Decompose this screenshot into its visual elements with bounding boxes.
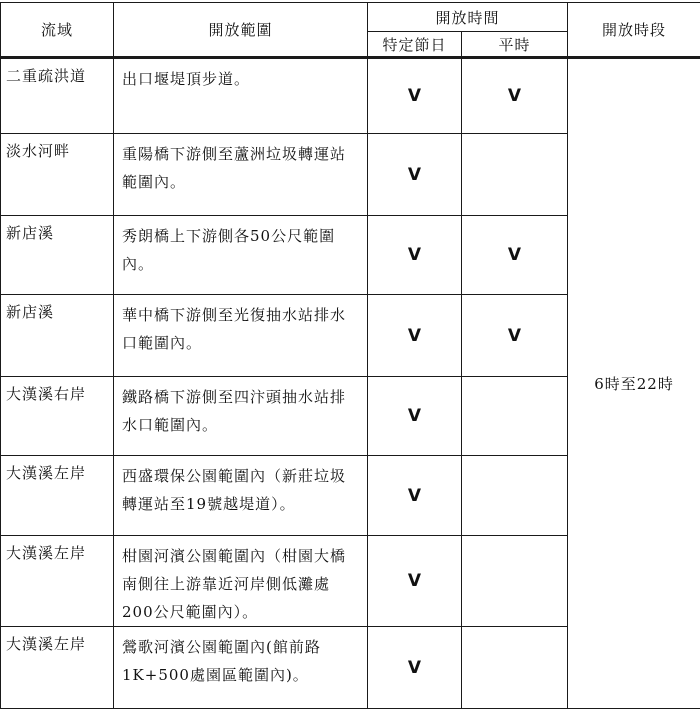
open-hours: 6時至22時 xyxy=(568,58,700,709)
scope-cell: 鶯歌河濱公園範圍內(館前路1K+500處園區範圍內)。 xyxy=(114,627,368,709)
header-basin: 流域 xyxy=(1,3,114,58)
holiday-check: V xyxy=(368,456,462,536)
holiday-check: V xyxy=(368,536,462,627)
weekday-check xyxy=(462,456,568,536)
holiday-check: V xyxy=(368,134,462,216)
weekday-check: V xyxy=(462,295,568,377)
region-cell: 大漢溪左岸 xyxy=(1,456,114,536)
header-time: 開放時間 xyxy=(368,3,568,32)
holiday-check: V xyxy=(368,627,462,709)
region-cell: 大漢溪右岸 xyxy=(1,377,114,456)
header-holiday: 特定節日 xyxy=(368,32,462,58)
open-area-table xyxy=(0,2,700,709)
scope-cell: 華中橋下游側至光復抽水站排水口範圍內。 xyxy=(114,295,368,377)
header-weekday: 平時 xyxy=(462,32,568,58)
scope-cell: 柑園河濱公園範圍內（柑園大橋南側往上游靠近河岸側低灘處200公尺範圍內）。 xyxy=(114,536,368,627)
weekday-check: V xyxy=(462,58,568,134)
scope-cell: 西盛環保公園範圍內（新莊垃圾轉運站至19號越堤道）。 xyxy=(114,456,368,536)
holiday-check: V xyxy=(368,58,462,134)
header-scope: 開放範圍 xyxy=(114,3,368,58)
region-cell: 新店溪 xyxy=(1,216,114,295)
region-cell: 大漢溪左岸 xyxy=(1,536,114,627)
header-row xyxy=(1,3,700,32)
scope-cell: 秀朗橋上下游側各50公尺範圍內。 xyxy=(114,216,368,295)
weekday-check xyxy=(462,536,568,627)
region-cell: 新店溪 xyxy=(1,295,114,377)
region-cell: 淡水河畔 xyxy=(1,134,114,216)
weekday-check xyxy=(462,627,568,709)
holiday-check: V xyxy=(368,295,462,377)
scope-cell: 重陽橋下游側至蘆洲垃圾轉運站範圍內。 xyxy=(114,134,368,216)
scope-cell: 出口堰堤頂步道。 xyxy=(114,58,368,134)
holiday-check: V xyxy=(368,216,462,295)
weekday-check xyxy=(462,377,568,456)
weekday-check: V xyxy=(462,216,568,295)
scope-cell: 鐵路橋下游側至四汴頭抽水站排水口範圍內。 xyxy=(114,377,368,456)
header-period: 開放時段 xyxy=(568,3,700,58)
table-row xyxy=(1,58,700,134)
holiday-check: V xyxy=(368,377,462,456)
region-cell: 大漢溪左岸 xyxy=(1,627,114,709)
region-cell: 二重疏洪道 xyxy=(1,58,114,134)
weekday-check xyxy=(462,134,568,216)
